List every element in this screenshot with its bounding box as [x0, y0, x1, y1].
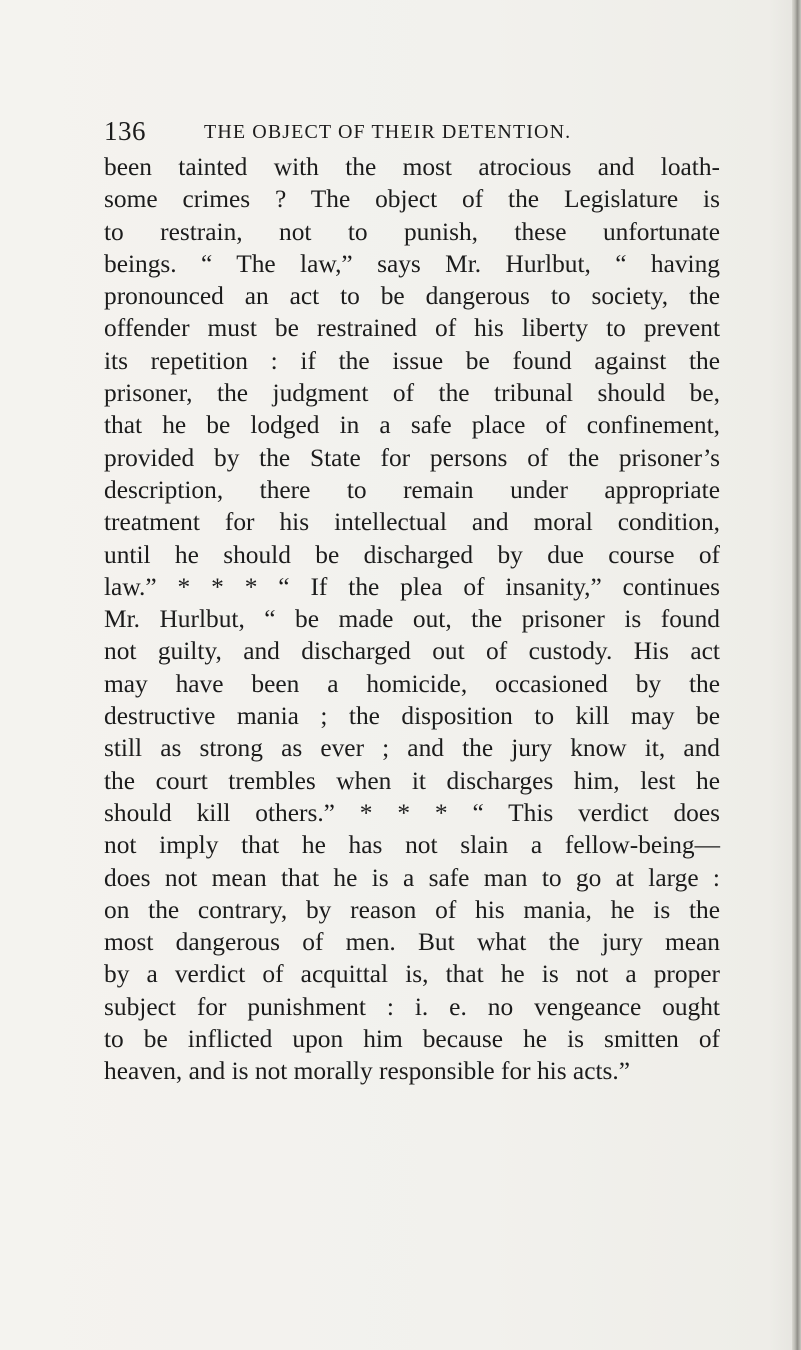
- page-number: 136: [104, 116, 146, 146]
- text-line: its repetition : if the issue be found against the: [104, 346, 720, 375]
- text-line: prisoner, the judgment of the tribunal should be,: [104, 379, 720, 408]
- text-line: by a verdict of acquittal is, that he is not a proper: [104, 960, 720, 989]
- text-line: may have been a homicide, occasioned by the: [104, 669, 720, 698]
- page-header: [104, 116, 724, 146]
- text-line: subject for punishment : i. e. no vengeance ought: [104, 992, 720, 1021]
- text-line: most dangerous of men. But what the jury mean: [104, 928, 720, 957]
- text-line: not guilty, and discharged out of custody. His act: [104, 637, 720, 666]
- text-line: Mr. Hurlbut, “ be made out, the prisoner is found: [104, 605, 720, 634]
- text-line: still as strong as ever ; and the jury know it, and: [104, 734, 720, 763]
- text-line: on the contrary, by reason of his mania, he is the: [104, 895, 720, 924]
- page-edge-shadow: [792, 0, 801, 1350]
- text-line: been tainted with the most atrocious and loath-: [104, 153, 720, 181]
- text-line: description, there to remain under appropriate: [104, 475, 720, 504]
- text-line: the court trembles when it discharges him, lest he: [104, 766, 720, 795]
- text-line-last: heaven, and is not morally responsible for his acts.”: [104, 1057, 631, 1086]
- text-line: treatment for his intellectual and moral condition,: [104, 508, 720, 537]
- text-line: does not mean that he is a safe man to go at large :: [104, 863, 720, 892]
- text-line: until he should be discharged by due course of: [104, 540, 720, 569]
- running-title: THE OBJECT OF THEIR DETENTION.: [204, 121, 572, 143]
- text-line: law.” * * * “ If the plea of insanity,” continues: [104, 572, 720, 601]
- body-paragraph: [104, 151, 720, 1088]
- text-line: to restrain, not to punish, these unfortunate: [104, 217, 720, 246]
- text-line: provided by the State for persons of the prisoner’s: [104, 443, 720, 472]
- text-line: that he be lodged in a safe place of confinement,: [104, 411, 720, 440]
- text-line: destructive mania ; the disposition to kill may be: [104, 702, 720, 731]
- text-line: not imply that he has not slain a fellow-being—: [104, 831, 720, 860]
- text-line: beings. “ The law,” says Mr. Hurlbut, “ having: [104, 249, 720, 278]
- text-line: some crimes ? The object of the Legislature is: [104, 185, 720, 214]
- text-line: should kill others.” * * * “ This verdict does: [104, 798, 720, 827]
- text-line: pronounced an act to be dangerous to society, the: [104, 282, 720, 311]
- text-line: offender must be restrained of his liberty to prevent: [104, 314, 720, 343]
- text-line: to be inflicted upon him because he is smitten of: [104, 1025, 720, 1054]
